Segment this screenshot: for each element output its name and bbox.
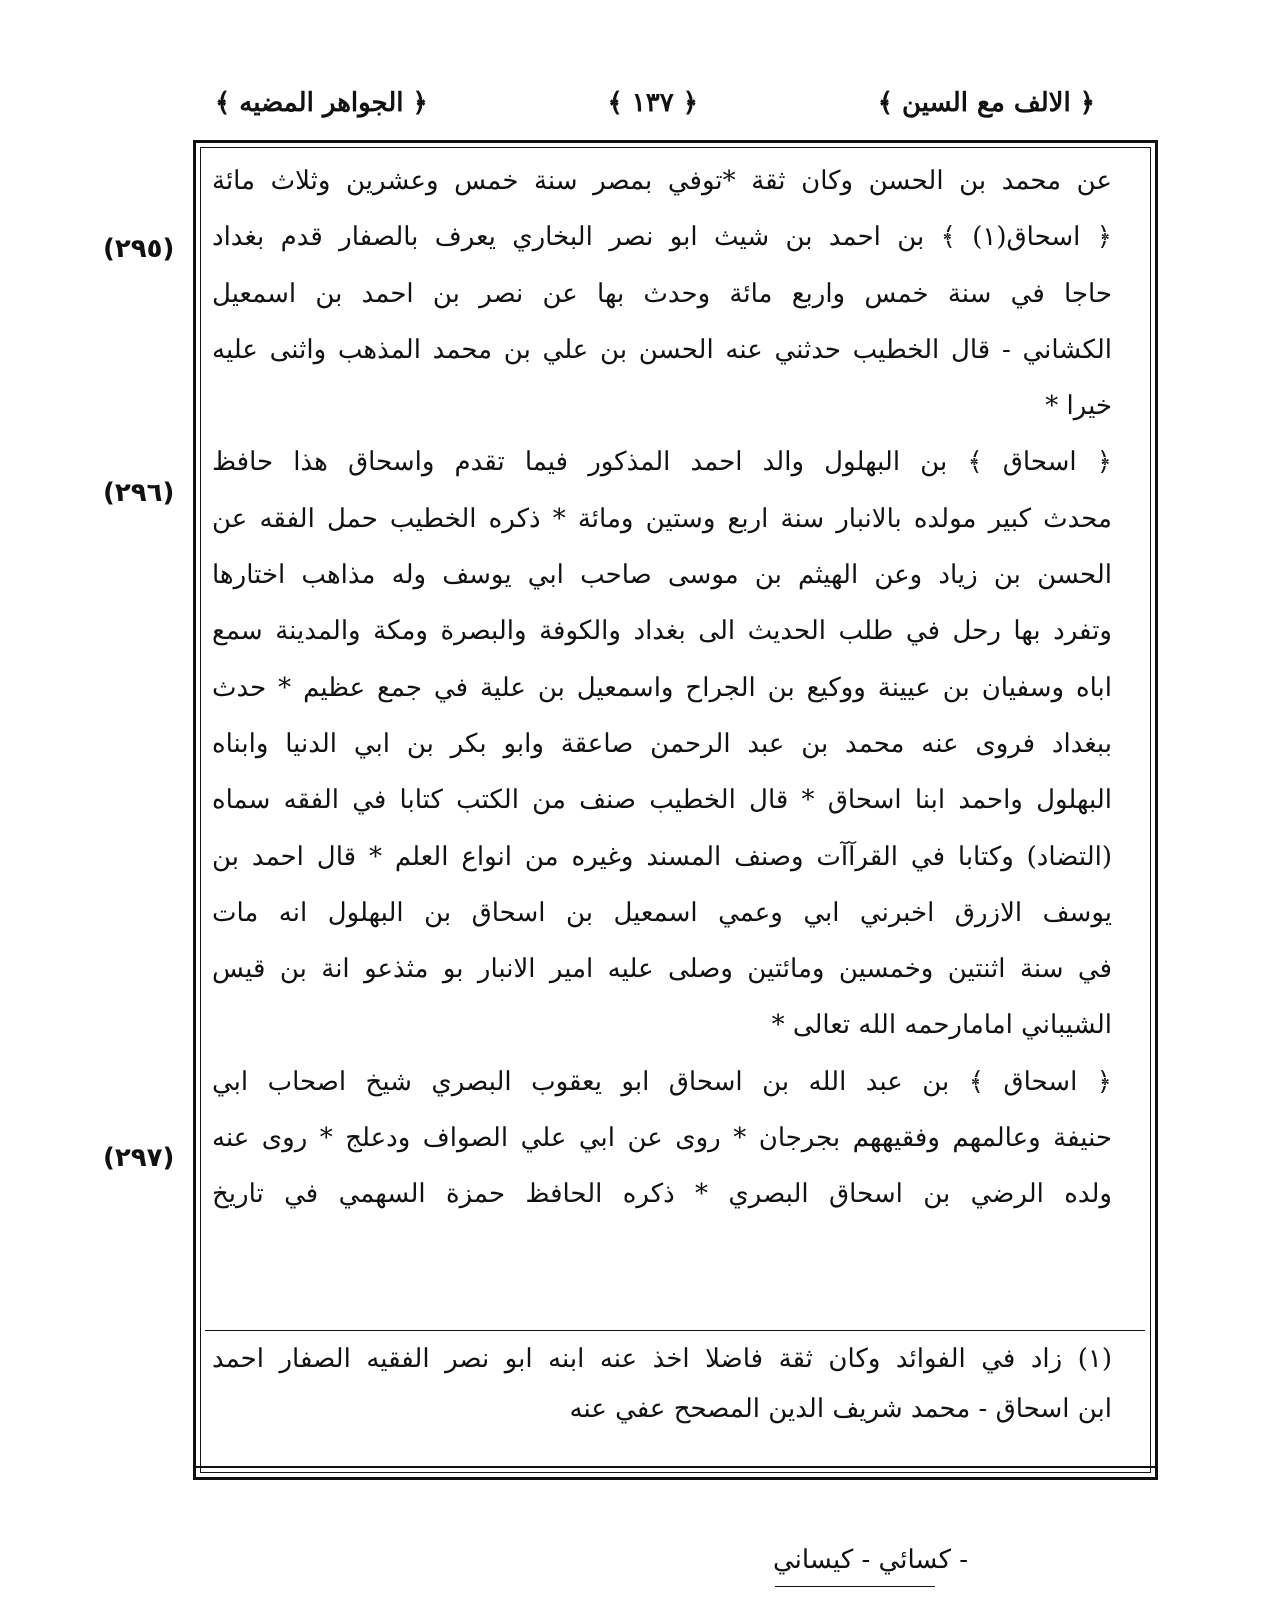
text-line: ﴿ اسحاق ﴾ بن عبد الله بن اسحاق ابو يعقوب البصري شيخ اصحاب ابي: [212, 1066, 1112, 1097]
text-line: حاجا في سنة خمس واربع مائة وحدث بها عن نصر بن احمد بن اسمعيل: [212, 278, 1112, 309]
entry-number: (٢٩٧): [103, 1143, 175, 1173]
text-line: الحسن بن زياد وعن الهيثم بن موسى صاحب ابي يوسف وله مذاهب اختارها: [212, 560, 1112, 591]
footnote-line: ابن اسحاق - محمد شريف الدين المصحح عفي عنه: [569, 1394, 1112, 1424]
entry-number: (٢٩٦): [103, 478, 175, 508]
header-book-title: ﴿ الجواهر المضيه ﴾: [215, 88, 428, 118]
footnote: [212, 1334, 1112, 1434]
footnote-rule: [205, 1330, 1145, 1331]
text-line: ولده الرضي بن اسحاق البصري * ذكره الحافظ حمزة السهمي في تاريخ: [212, 1179, 1112, 1210]
text-line: الشيباني امامارحمه الله تعالى *: [771, 1010, 1112, 1041]
text-line: محدث كبير مولده بالانبار سنة اربع وستين ومائة * ذكره الخطيب حمل الفقه عن: [212, 503, 1112, 534]
frame-bottom-rule: [193, 1466, 1158, 1468]
text-line: ﴿ اسحاق(١) ﴾ بن احمد بن شيث ابو نصر البخاري يعرف بالصفار قدم بغداد: [212, 222, 1112, 253]
text-line: عن محمد بن الحسن وكان ثقة *توفي بمصر سنة خمس وعشرين وثلاث مائة: [212, 166, 1112, 196]
text-line: حنيفة وعالمهم وفقيههم بجرجان * روى عن ابي علي الصواف ودعلج * روى عنه: [212, 1123, 1112, 1154]
text-line: يوسف الازرق اخبرني ابي وعمي اسمعيل بن اسحاق بن البهلول انه مات: [212, 897, 1112, 928]
header-page-number: ﴿ ١٣٧ ﴾: [607, 88, 698, 118]
text-line: ﴿ اسحاق ﴾ بن البهلول والد احمد المذكور فيما تقدم واسحاق هذا حافظ: [212, 447, 1112, 478]
text-line: (التضاد) وكتابا في القرآآت وصنف المسند وغيره من انواع العلم * قال احمد بن: [212, 841, 1112, 872]
text-line: وتفرد بها رحل في طلب الحديث الى بغداد والكوفة والبصرة ومكة والمدينة سمع: [212, 616, 1112, 647]
text-line: اباه وسفيان بن عيينة ووكيع بن الجراح واسمعيل بن علية في جمع عظيم * حدث: [212, 672, 1112, 703]
footnote-line: (١) زاد في الفوائد وكان ثقة فاضلا اخذ عنه ابنه ابو نصر الفقيه الصفار احمد: [212, 1344, 1112, 1374]
header-chapter: ﴿ الالف مع السين ﴾: [877, 88, 1095, 118]
text-line: خيرا *: [1045, 391, 1112, 422]
text-line: ببغداد فروى عنه محمد بن عبد الرحمن صاعقة وابو بكر بن ابي الدنيا وابناه: [212, 728, 1112, 759]
catchword: - كسائي - كيساني: [773, 1545, 969, 1575]
text-line: البهلول واحمد ابنا اسحاق * قال الخطيب صنف من الكتب كتابا في الفقه سماه: [212, 785, 1112, 816]
main-text: [212, 153, 1112, 1223]
text-line: في سنة اثنتين وخمسين ومائتين وصلى عليه امير الانبار بو مثذعو انة بن قيس: [212, 954, 1112, 985]
text-line: الكشاني - قال الخطيب حدثني عنه الحسن بن علي بن محمد المذهب واثنى عليه: [212, 334, 1112, 365]
catchword-rule: [775, 1586, 935, 1587]
running-header: [215, 78, 1095, 128]
entry-number: (٢٩٥): [103, 234, 175, 264]
